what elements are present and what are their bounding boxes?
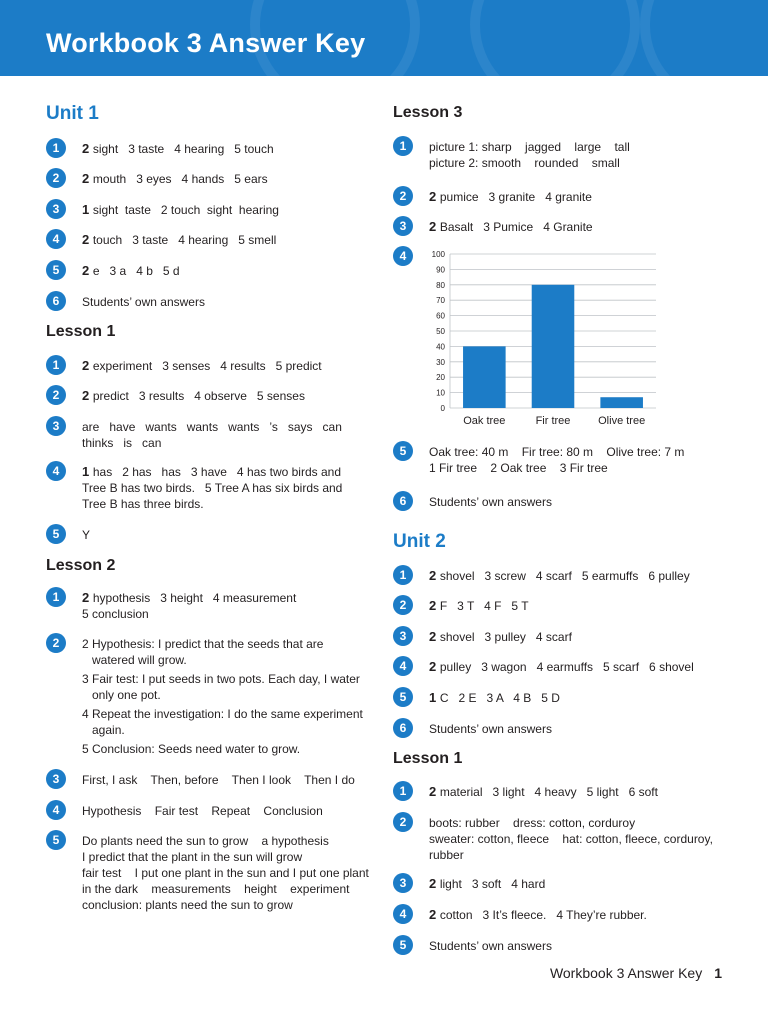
answer-text: sight 3 taste 4 hearing 5 touch [92, 142, 274, 156]
page-title: Workbook 3 Answer Key [46, 28, 366, 58]
page-header [0, 0, 768, 76]
question-number: 2 [46, 385, 66, 405]
answer-text: touch 3 taste 4 hearing 5 smell [92, 233, 277, 247]
answer-text: Oak tree: 40 m Fir tree: 80 m Olive tree: 7 m 1 Fir tree 2 Oak tree 3 Fir tree [429, 445, 685, 475]
question-number: 3 [46, 199, 66, 219]
y-tick-label: 80 [436, 280, 445, 290]
y-tick-label: 50 [436, 327, 445, 336]
bar [532, 285, 575, 408]
y-tick-label: 70 [436, 296, 445, 306]
question-number: 6 [46, 291, 66, 311]
question-number: 5 [46, 260, 66, 280]
answer-text: shovel 3 pulley 4 scarf [439, 630, 572, 644]
answer-text: pulley 3 wagon 4 earmuffs 5 scarf 6 shovel [439, 660, 694, 674]
answer-text: sight taste 2 touch sight hearing [92, 203, 279, 217]
question-number: 5 [393, 687, 413, 707]
answer-text: light 3 soft 4 hard [439, 877, 546, 891]
answer-text: C 2 E 3 A 4 B 5 D [439, 691, 560, 705]
unit2-lesson-1-heading: Lesson 1 [393, 750, 463, 767]
question-number: 1 [46, 138, 66, 158]
globe-decoration [640, 0, 768, 76]
y-tick-label: 0 [440, 404, 445, 413]
question-number: 2 [393, 812, 413, 832]
answer-text: picture 1: sharp jagged large tall picture 2: smooth rounded small [429, 140, 630, 170]
answer-text: mouth 3 eyes 4 hands 5 ears [92, 172, 268, 186]
answer-text: 3 Fair test: I put seeds in two pots. Each day, I water only one pot. [82, 672, 360, 702]
question-number: 2 [393, 595, 413, 615]
x-tick-label: Oak tree [463, 415, 506, 427]
question-number: 4 [393, 656, 413, 676]
answer-text: shovel 3 screw 4 scarf 5 earmuffs 6 pulley [439, 569, 690, 583]
y-tick-label: 60 [436, 311, 445, 321]
question-number: 4 [393, 246, 413, 266]
bar-chart [420, 248, 665, 433]
answer-text: boots: rubber dress: cotton, corduroy sweater: cotton, fleece hat: cotton, fleece, corduroy, rubber [429, 816, 713, 862]
y-tick-label: 90 [436, 265, 445, 275]
answer-text: 5 Conclusion: Seeds need water to grow. [82, 742, 301, 756]
question-number: 2 [393, 186, 413, 206]
answer-text: e 3 a 4 b 5 d [92, 264, 180, 278]
question-number: 3 [46, 416, 66, 436]
question-number: 3 [393, 873, 413, 893]
answer-text: Students’ own answers [429, 495, 552, 509]
unit-2-heading: Unit 2 [393, 531, 446, 552]
question-number: 6 [393, 718, 413, 738]
answer-text: Hypothesis Fair test Repeat Conclusion [82, 804, 323, 818]
answer-text: hypothesis 3 height 4 measurement 5 conclusion [82, 591, 297, 621]
answer-text: Students’ own answers [429, 722, 552, 736]
answer-text: pumice 3 granite 4 granite [439, 190, 592, 204]
answer-text: experiment 3 senses 4 results 5 predict [92, 359, 322, 373]
question-number: 5 [393, 441, 413, 461]
question-number: 5 [46, 830, 66, 850]
question-number: 1 [46, 355, 66, 375]
answer-text: cotton 3 It’s fleece. 4 They’re rubber. [439, 908, 647, 922]
lesson-2-heading: Lesson 2 [46, 557, 116, 574]
answer-text: predict 3 results 4 observe 5 senses [92, 389, 305, 403]
y-tick-label: 40 [436, 342, 445, 352]
question-number: 6 [393, 491, 413, 511]
answer-text: Basalt 3 Pumice 4 Granite [439, 220, 593, 234]
answer-text: material 3 light 4 heavy 5 light 6 soft [439, 785, 658, 799]
bar [463, 346, 506, 408]
answer-text: 4 Repeat the investigation: I do the same experiment again. [82, 707, 363, 737]
answer-text: are have wants wants wants ’s says can thinks is can [82, 420, 342, 450]
answer-text: F 3 T 4 F 5 T [439, 599, 529, 613]
y-tick-label: 20 [436, 373, 445, 383]
question-number: 3 [393, 626, 413, 646]
y-tick-label: 30 [436, 357, 445, 367]
question-number: 4 [46, 800, 66, 820]
footer-title: Workbook 3 Answer Key [549, 965, 703, 981]
question-number: 1 [46, 587, 66, 607]
question-number: 4 [393, 904, 413, 924]
page-footer [550, 965, 722, 981]
answer-text: First, I ask Then, before Then I look Then I do [82, 773, 355, 787]
answer-text: Students’ own answers [429, 939, 552, 953]
question-number: 2 [46, 168, 66, 188]
page-number: 1 [714, 965, 722, 981]
answer-text: has 2 has has 3 have 4 has two birds and Tree B has two birds. 5 Tree A has six birds and Tree B has three birds. [82, 465, 343, 511]
globe-decoration [470, 0, 640, 76]
question-number: 1 [393, 565, 413, 585]
answer-text: 2 Hypothesis: I predict that the seeds that are watered will grow. [82, 637, 324, 667]
answer-text: Students’ own answers [82, 295, 205, 309]
x-tick-label: Fir tree [535, 415, 571, 427]
y-tick-label: 100 [431, 250, 445, 259]
y-tick-label: 10 [436, 388, 445, 398]
question-number: 1 [393, 136, 413, 156]
question-number: 2 [46, 633, 66, 653]
question-number: 5 [46, 524, 66, 544]
question-number: 3 [46, 769, 66, 789]
question-number: 5 [393, 935, 413, 955]
question-number: 4 [46, 461, 66, 481]
question-number: 3 [393, 216, 413, 236]
answer-text: Y [82, 528, 91, 542]
lesson-1-heading: Lesson 1 [46, 323, 116, 340]
bar [600, 397, 643, 408]
lesson-3-heading: Lesson 3 [393, 104, 463, 121]
question-number: 4 [46, 229, 66, 249]
x-tick-label: Olive tree [598, 415, 646, 427]
unit-1-heading: Unit 1 [46, 103, 99, 124]
answer-text: Do plants need the sun to grow a hypothesis I predict that the plant in the sun will grow fair test I put one plant in the sun and I put one plant in the dark measurements height experiment conclusion: plants need the sun to grow [82, 834, 369, 912]
question-number: 1 [393, 781, 413, 801]
